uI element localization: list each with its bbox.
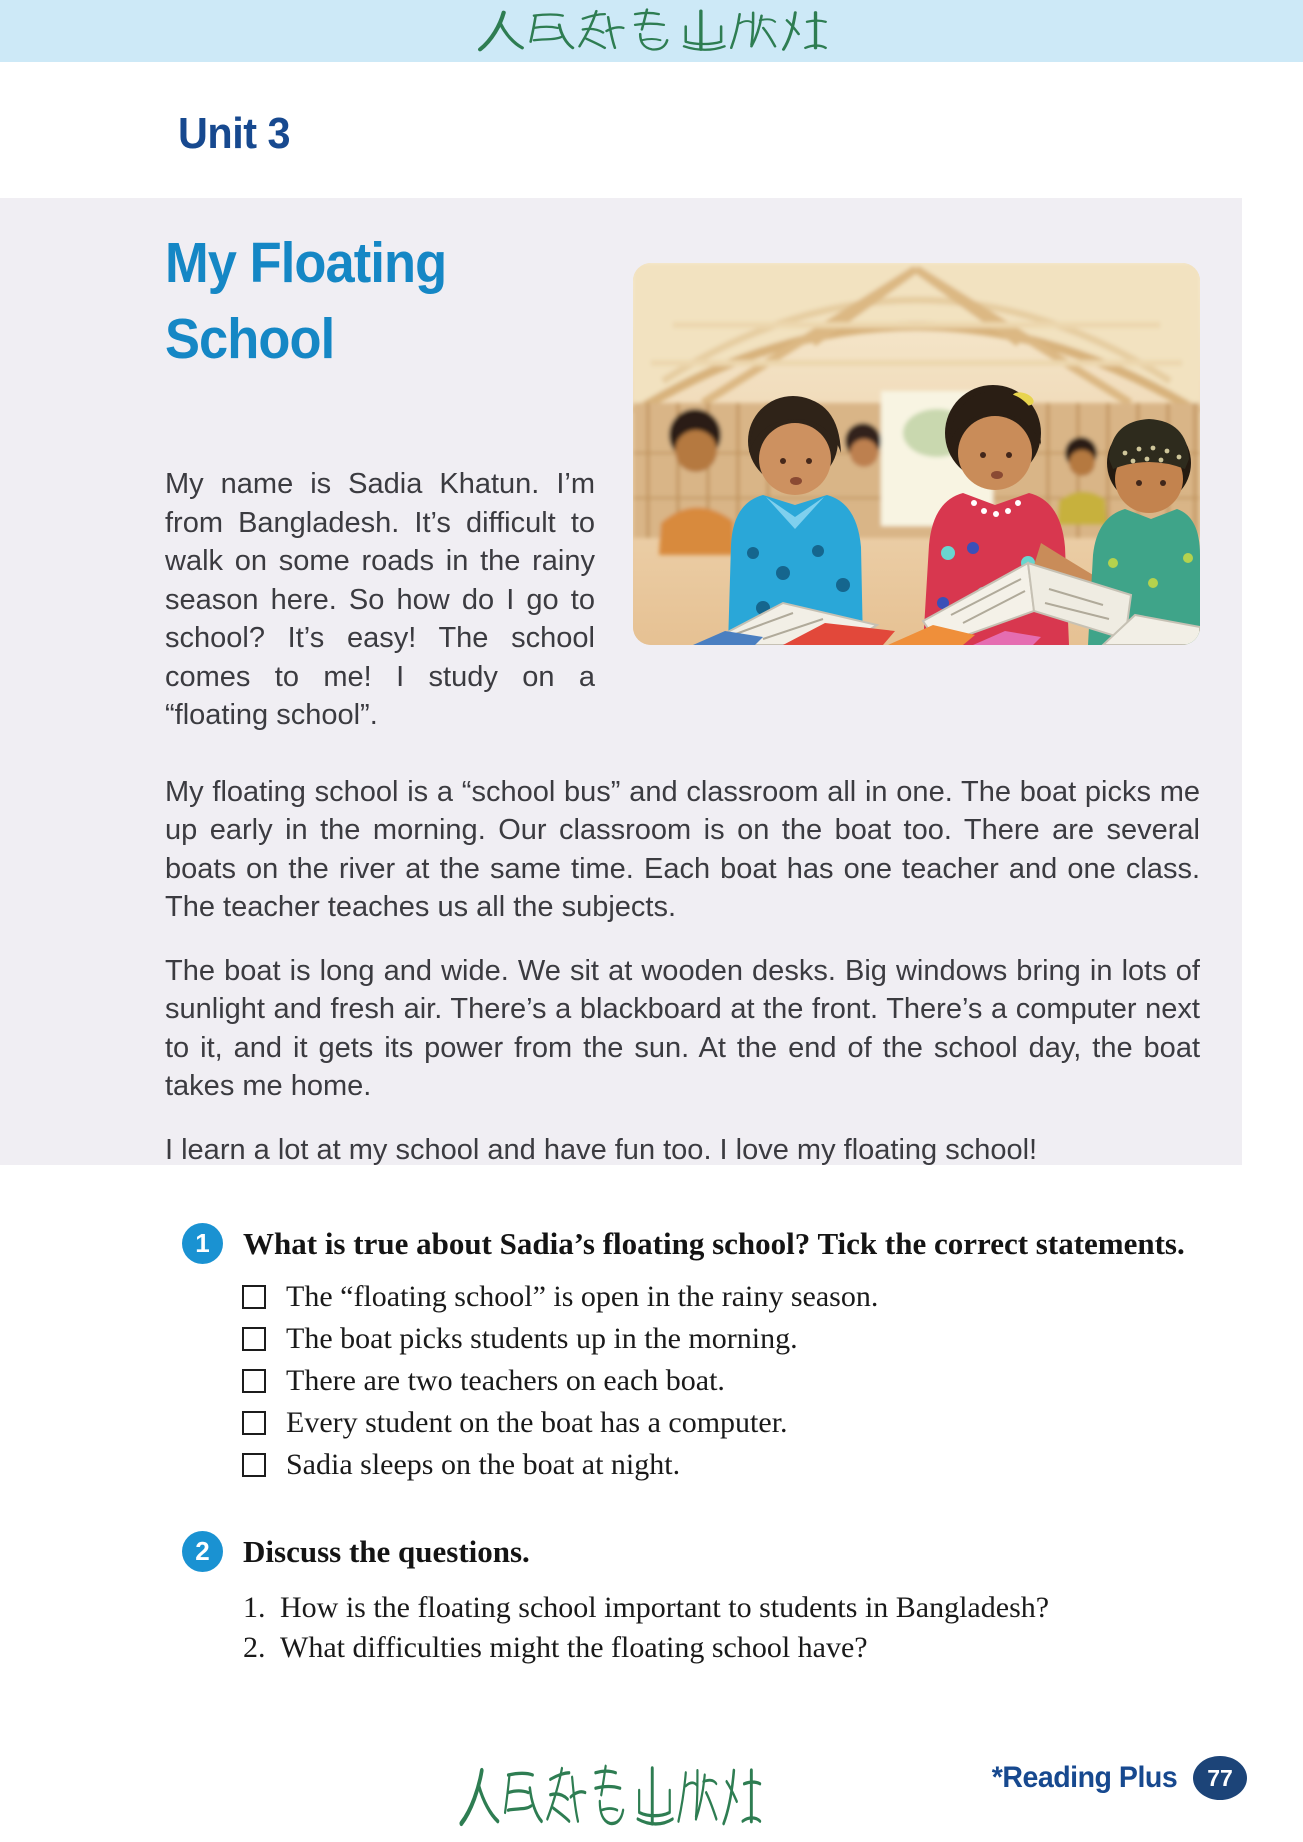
- checkbox-item: [242, 1360, 1247, 1402]
- exercise-2-prompt: Discuss the questions.: [243, 1533, 530, 1569]
- publisher-calligraphy-icon: [457, 1764, 763, 1830]
- exercise-1-section: [182, 1223, 1247, 1486]
- exercise-2-header: [182, 1531, 1247, 1572]
- unit-label: Unit 3: [178, 109, 291, 158]
- reading-paragraph-2: My floating school is a “school bus” and classroom all in one. The boat picks me up early in the morning. Our classroom is on the boat too. There are several boats on the river at the same time. Each boat has one teacher and one class. The teacher teaches us all the subjects.: [165, 775, 1200, 923]
- reading-paragraph-4: I learn a lot at my school and have fun too. I love my floating school!: [165, 1133, 1038, 1166]
- exercise-2-question-list: [182, 1588, 1247, 1668]
- checkbox-item: [242, 1402, 1247, 1444]
- item-text: How is the floating school important to students in Bangladesh?: [280, 1591, 1050, 1624]
- floating-school-photo: [633, 263, 1200, 645]
- publisher-calligraphy-icon: [475, 8, 829, 54]
- reading-title-line2: School: [165, 307, 335, 371]
- exercise-1-checklist: [182, 1276, 1247, 1486]
- exercise-2-number-badge: 2: [182, 1531, 223, 1572]
- reading-paragraph-1: My name is Sadia Khatun. I’m from Bangladesh. It’s difficult to walk on some roads in the rainy season here. So how do I go to school? It’s easy! The school comes to me! I study on a “floating school”.: [165, 468, 595, 731]
- reading-text-column: [165, 225, 595, 735]
- checkbox-item: [242, 1318, 1247, 1360]
- numbered-item: [243, 1588, 1247, 1628]
- reading-title-line1: My Floating: [165, 231, 447, 295]
- checkbox[interactable]: [242, 1327, 266, 1351]
- reading-top-row: [165, 225, 1200, 735]
- publisher-banner: [0, 0, 1303, 62]
- item-text: What difficulties might the floating school have?: [280, 1631, 868, 1664]
- checkbox-item: [242, 1444, 1247, 1486]
- checkbox[interactable]: [242, 1411, 266, 1435]
- checkbox[interactable]: [242, 1369, 266, 1393]
- checkbox-label: Every student on the boat has a computer.: [286, 1406, 788, 1439]
- exercise-1-number-badge: 1: [182, 1223, 223, 1264]
- checkbox-label: The boat picks students up in the morning.: [286, 1322, 798, 1355]
- reading-panel: [0, 198, 1242, 1165]
- checkbox-item: [242, 1276, 1247, 1318]
- checkbox-label: Sadia sleeps on the boat at night.: [286, 1448, 681, 1481]
- checkbox-label: The “floating school” is open in the rainy season.: [286, 1280, 879, 1313]
- exercise-2-section: [182, 1531, 1247, 1668]
- numbered-item: [243, 1628, 1247, 1668]
- exercise-1-prompt: What is true about Sadia’s floating school? Tick the correct statements.: [243, 1225, 1185, 1261]
- bottom-publisher-calligraphy: [457, 1764, 763, 1830]
- reading-title: [165, 225, 561, 377]
- reading-paragraph-3: The boat is long and wide. We sit at wooden desks. Big windows bring in lots of sunlight and fresh air. There’s a blackboard at the front. There’s a computer next to it, and it gets its power from the sun. At the end of the school day, the boat takes me home.: [165, 954, 1200, 1102]
- item-number: 2.: [243, 1631, 266, 1664]
- exercise-1-header: [182, 1223, 1247, 1264]
- checkbox[interactable]: [242, 1453, 266, 1477]
- page-number-badge: 77: [1193, 1756, 1247, 1800]
- item-number: 1.: [243, 1591, 266, 1624]
- checkbox-label: There are two teachers on each boat.: [286, 1364, 725, 1397]
- checkbox[interactable]: [242, 1285, 266, 1309]
- page-footer: [982, 1756, 1247, 1800]
- reading-plus-label: *Reading Plus: [991, 1761, 1177, 1794]
